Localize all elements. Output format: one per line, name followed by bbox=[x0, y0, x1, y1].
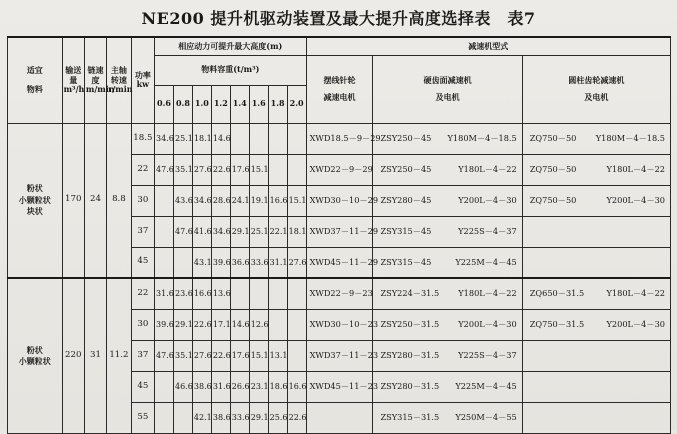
header-capacity: 输送 量 m³/h bbox=[62, 37, 84, 123]
shaft-speed-cell: 11.2 bbox=[107, 278, 132, 433]
cylindrical-model bbox=[522, 340, 670, 371]
selection-table bbox=[7, 36, 671, 434]
height-cell: 43.1 bbox=[192, 247, 211, 278]
cycloid-model: XWD37－11－23 bbox=[306, 340, 373, 371]
height-cell bbox=[268, 154, 287, 185]
material-cell: 粉状 小颗粒状 bbox=[8, 278, 63, 433]
power-cell: 22 bbox=[131, 154, 154, 185]
height-cell bbox=[155, 216, 174, 247]
header-power: 功率 kw bbox=[131, 37, 154, 123]
header-reducer-type: 减速机型式 bbox=[306, 37, 670, 55]
power-cell: 45 bbox=[131, 371, 154, 402]
height-cell: 26.6 bbox=[230, 371, 249, 402]
header-cylindrical: 圆柱齿轮减速机 及电机 bbox=[522, 55, 670, 123]
height-cell bbox=[287, 309, 306, 340]
height-cell: 35.1 bbox=[173, 154, 192, 185]
height-cell: 22.6 bbox=[211, 340, 230, 371]
height-cell: 47.6 bbox=[155, 154, 174, 185]
height-cell: 25.1 bbox=[249, 216, 268, 247]
header-chain-speed: 链速 度 m/min bbox=[84, 37, 106, 123]
height-cell: 18.6 bbox=[268, 371, 287, 402]
chain-speed-cell: 31 bbox=[84, 278, 106, 433]
height-cell bbox=[287, 123, 306, 154]
table-row bbox=[8, 123, 671, 154]
cylindrical-model: ZQ650－31.5 Y180L－4－22 bbox=[522, 278, 670, 309]
height-cell bbox=[287, 154, 306, 185]
density-header-5: 1.6 bbox=[249, 85, 268, 123]
power-cell: 37 bbox=[131, 340, 154, 371]
height-cell: 22.6 bbox=[192, 309, 211, 340]
cylindrical-model: ZQ750－50 Y180M－4－18.5 bbox=[522, 123, 670, 154]
hard-gear-model: ZSY315－31.5 Y250M－4－55 bbox=[373, 402, 522, 433]
height-cell bbox=[268, 278, 287, 309]
height-cell: 34.6 bbox=[192, 185, 211, 216]
height-cell: 29.1 bbox=[249, 402, 268, 433]
height-cell bbox=[249, 123, 268, 154]
height-cell bbox=[268, 309, 287, 340]
height-cell bbox=[155, 247, 174, 278]
cycloid-model: XWD22－9－29 bbox=[306, 154, 373, 185]
height-cell: 17.1 bbox=[211, 309, 230, 340]
height-cell: 18.1 bbox=[287, 216, 306, 247]
table-row bbox=[8, 278, 671, 309]
hard-gear-model: ZSY224－31.5 Y180L－4－22 bbox=[373, 278, 522, 309]
hard-gear-model: ZSY250－45 Y180L－4－22 bbox=[373, 154, 522, 185]
density-header-1: 0.8 bbox=[173, 85, 192, 123]
height-cell: 33.6 bbox=[249, 247, 268, 278]
header-hard-gear: 硬齿面减速机 及电机 bbox=[373, 55, 522, 123]
shaft-speed-cell: 8.8 bbox=[107, 123, 132, 278]
height-cell: 36.6 bbox=[230, 247, 249, 278]
height-cell bbox=[173, 402, 192, 433]
table-title: NE200 提升机驱动装置及最大提升高度选择表 表7 bbox=[141, 9, 536, 28]
height-cell: 13.1 bbox=[268, 340, 287, 371]
density-header-7: 2.0 bbox=[287, 85, 306, 123]
cycloid-model bbox=[306, 402, 373, 433]
height-cell: 27.6 bbox=[192, 154, 211, 185]
density-header-0: 0.6 bbox=[155, 85, 174, 123]
height-cell: 39.6 bbox=[155, 309, 174, 340]
capacity-cell: 170 bbox=[62, 123, 84, 278]
height-cell: 34.6 bbox=[155, 123, 174, 154]
height-cell bbox=[173, 247, 192, 278]
height-cell: 23.1 bbox=[249, 371, 268, 402]
height-cell bbox=[268, 123, 287, 154]
height-cell: 22.6 bbox=[287, 402, 306, 433]
height-cell: 35.1 bbox=[173, 340, 192, 371]
height-cell: 17.6 bbox=[230, 154, 249, 185]
power-cell: 55 bbox=[131, 402, 154, 433]
height-cell: 25.1 bbox=[173, 123, 192, 154]
height-cell: 22.1 bbox=[268, 216, 287, 247]
height-cell: 29.1 bbox=[230, 216, 249, 247]
cylindrical-model bbox=[522, 371, 670, 402]
height-cell: 31.6 bbox=[155, 278, 174, 309]
header-cycloid: 摆线针轮 减速电机 bbox=[306, 55, 373, 123]
hard-gear-model: ZSY250－45 Y180M－4－18.5 bbox=[373, 123, 522, 154]
height-cell: 18.1 bbox=[192, 123, 211, 154]
cylindrical-model: ZQ750－50 Y200L－4－30 bbox=[522, 185, 670, 216]
height-cell: 16.6 bbox=[268, 185, 287, 216]
height-cell: 16.6 bbox=[287, 371, 306, 402]
height-cell: 29.1 bbox=[173, 309, 192, 340]
cycloid-model: XWD45－11－23 bbox=[306, 371, 373, 402]
height-cell: 41.6 bbox=[192, 216, 211, 247]
header-density: 物料容重(t/m³) bbox=[155, 55, 307, 85]
height-cell: 14.6 bbox=[230, 309, 249, 340]
hard-gear-model: ZSY315－45 Y225S－4－37 bbox=[373, 216, 522, 247]
cylindrical-model bbox=[522, 247, 670, 278]
cycloid-model: XWD30－10－23 bbox=[306, 309, 373, 340]
density-header-4: 1.4 bbox=[230, 85, 249, 123]
height-cell: 27.6 bbox=[192, 340, 211, 371]
hard-gear-model: ZSY280－31.5 Y225M－4－45 bbox=[373, 371, 522, 402]
height-cell: 34.6 bbox=[211, 216, 230, 247]
height-cell: 46.6 bbox=[173, 371, 192, 402]
height-cell: 12.6 bbox=[249, 309, 268, 340]
cycloid-model: XWD45－11－29 bbox=[306, 247, 373, 278]
cycloid-model: XWD22－9－23 bbox=[306, 278, 373, 309]
hard-gear-model: ZSY315－45 Y225M－4－45 bbox=[373, 247, 522, 278]
header-shaft-speed: 主轴 转速 r/min bbox=[107, 37, 132, 123]
height-cell: 15.1 bbox=[249, 340, 268, 371]
header-material: 适宜 物料 bbox=[8, 37, 63, 123]
height-cell: 16.6 bbox=[192, 278, 211, 309]
height-cell: 24.1 bbox=[230, 185, 249, 216]
height-cell: 43.6 bbox=[173, 185, 192, 216]
height-cell: 38.6 bbox=[211, 402, 230, 433]
cylindrical-model: ZQ750－50 Y180L－4－22 bbox=[522, 154, 670, 185]
height-cell: 25.6 bbox=[268, 402, 287, 433]
height-cell: 19.1 bbox=[249, 185, 268, 216]
cylindrical-model: ZQ750－31.5 Y200L－4－30 bbox=[522, 309, 670, 340]
height-cell bbox=[249, 278, 268, 309]
height-cell: 23.6 bbox=[173, 278, 192, 309]
height-cell: 33.6 bbox=[230, 402, 249, 433]
height-cell bbox=[155, 402, 174, 433]
cycloid-model: XWD37－11－29 bbox=[306, 216, 373, 247]
material-cell: 粉状 小颗粒状 块状 bbox=[8, 123, 63, 278]
height-cell: 47.6 bbox=[155, 340, 174, 371]
height-cell bbox=[230, 278, 249, 309]
power-cell: 18.5 bbox=[131, 123, 154, 154]
height-cell: 31.1 bbox=[268, 247, 287, 278]
density-header-2: 1.0 bbox=[192, 85, 211, 123]
height-cell: 38.6 bbox=[192, 371, 211, 402]
header-max-height: 相应动力可提升最大高度(m) bbox=[155, 37, 307, 55]
height-cell: 22.6 bbox=[211, 154, 230, 185]
height-cell bbox=[155, 371, 174, 402]
density-header-6: 1.8 bbox=[268, 85, 287, 123]
cylindrical-model bbox=[522, 216, 670, 247]
height-cell bbox=[287, 340, 306, 371]
power-cell: 22 bbox=[131, 278, 154, 309]
height-cell: 47.6 bbox=[173, 216, 192, 247]
height-cell: 27.6 bbox=[287, 247, 306, 278]
height-cell: 14.6 bbox=[211, 123, 230, 154]
height-cell bbox=[230, 123, 249, 154]
cycloid-model: XWD18.5－9－29 bbox=[306, 123, 373, 154]
power-cell: 37 bbox=[131, 216, 154, 247]
height-cell: 13.6 bbox=[211, 278, 230, 309]
power-cell: 45 bbox=[131, 247, 154, 278]
capacity-cell: 220 bbox=[62, 278, 84, 433]
height-cell: 42.1 bbox=[192, 402, 211, 433]
height-cell: 17.6 bbox=[230, 340, 249, 371]
power-cell: 30 bbox=[131, 185, 154, 216]
height-cell: 15.1 bbox=[287, 185, 306, 216]
height-cell: 15.1 bbox=[249, 154, 268, 185]
hard-gear-model: ZSY250－31.5 Y200L－4－30 bbox=[373, 309, 522, 340]
height-cell: 39.6 bbox=[211, 247, 230, 278]
density-header-3: 1.2 bbox=[211, 85, 230, 123]
chain-speed-cell: 24 bbox=[84, 123, 106, 278]
power-cell: 30 bbox=[131, 309, 154, 340]
height-cell bbox=[155, 185, 174, 216]
hard-gear-model: ZSY280－31.5 Y225S－4－37 bbox=[373, 340, 522, 371]
height-cell: 28.6 bbox=[211, 185, 230, 216]
height-cell bbox=[287, 278, 306, 309]
hard-gear-model: ZSY280－45 Y200L－4－30 bbox=[373, 185, 522, 216]
height-cell: 31.6 bbox=[211, 371, 230, 402]
cycloid-model: XWD30－10－29 bbox=[306, 185, 373, 216]
cylindrical-model bbox=[522, 402, 670, 433]
